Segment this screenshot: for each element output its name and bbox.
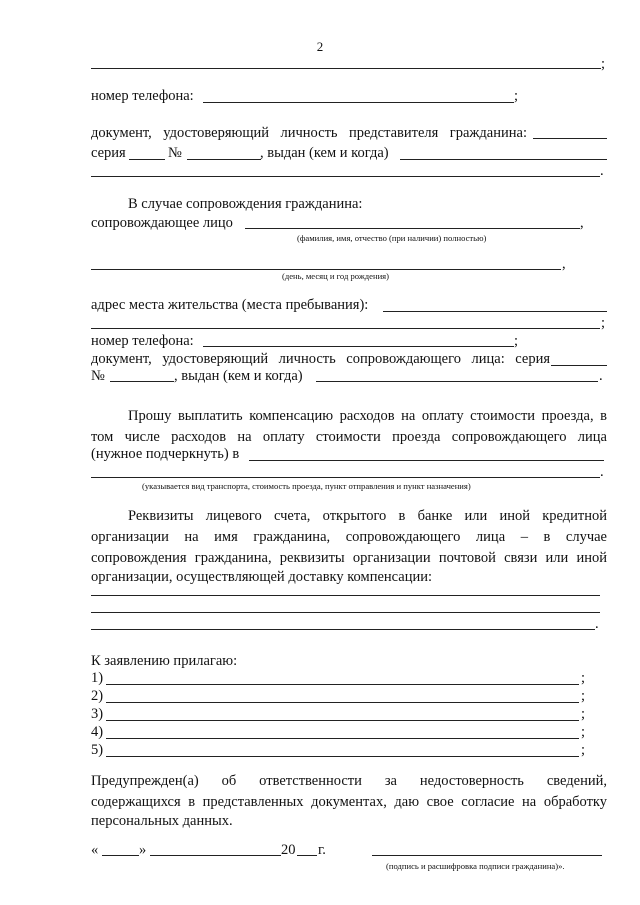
requisites-field-2[interactable] <box>91 612 600 613</box>
warning-line-2: содержащихся в представленных документах, даю свое согласие на обработку <box>91 794 607 810</box>
date-month-field[interactable] <box>150 855 281 856</box>
escort-phone-semicolon: ; <box>514 333 519 349</box>
attachment-semicolon: ; <box>581 688 586 704</box>
escort-name-caption: (фамилия, имя, отчество (при наличии) полностью) <box>297 233 487 243</box>
representative-series-label: серия <box>91 145 126 161</box>
phone-semicolon: ; <box>514 88 519 104</box>
escort-number-sign: № <box>91 368 105 384</box>
warning-line-3: персональных данных. <box>91 813 233 829</box>
address-semicolon: ; <box>601 56 606 72</box>
escort-phone-label: номер телефона: <box>91 333 194 349</box>
date-close-quote: » <box>139 842 147 858</box>
attachment-number: 5) <box>91 742 104 758</box>
attachment-semicolon: ; <box>581 670 586 686</box>
attachment-number: 1) <box>91 670 104 686</box>
escort-issued-label: , выдан (кем и когда) <box>174 368 303 384</box>
requisites-line-1: Реквизиты лицевого счета, открытого в банке или иной кредитной <box>128 508 607 524</box>
requisites-line-3: сопровождения гражданина, реквизиты организации почтовой связи или иной <box>91 550 607 566</box>
representative-period: . <box>600 163 604 179</box>
attachment-semicolon: ; <box>581 724 586 740</box>
representative-series-field[interactable] <box>129 159 165 160</box>
escort-name-comma: , <box>580 215 584 231</box>
request-period: . <box>600 464 604 480</box>
escort-series-field[interactable] <box>551 365 607 366</box>
request-line-3: (нужное подчеркнуть) в <box>91 446 240 462</box>
phone-label: номер телефона: <box>91 88 194 104</box>
escort-person-label: сопровождающее лицо <box>91 215 233 231</box>
escort-address-field-2[interactable] <box>91 328 600 329</box>
requisites-line-4: организации, осуществляющей доставку компенсации: <box>91 569 433 585</box>
attachment-semicolon: ; <box>581 706 586 722</box>
requisites-line-2: организации на имя гражданина, сопровождающего лица – в случае <box>91 529 607 545</box>
requisites-field-1[interactable] <box>91 595 600 596</box>
date-open-quote: « <box>91 842 99 858</box>
representative-issued-field-2[interactable] <box>91 176 600 177</box>
signature-caption: (подпись и расшифровка подписи гражданина)». <box>386 861 565 871</box>
requisites-field-3[interactable] <box>91 629 595 630</box>
attachment-field-3[interactable] <box>106 720 579 721</box>
escort-birth-field[interactable] <box>91 269 561 270</box>
escort-address-field[interactable] <box>383 311 607 312</box>
date-year-prefix: 20 <box>281 842 296 858</box>
representative-doc-label: документ, удостоверяющий личность представителя гражданина: <box>91 125 527 141</box>
representative-number-sign: № <box>168 145 182 161</box>
address-line[interactable] <box>91 68 601 69</box>
requisites-period: . <box>595 616 599 632</box>
representative-issued-field[interactable] <box>400 159 607 160</box>
attachment-field-1[interactable] <box>106 684 579 685</box>
escort-intro: В случае сопровождения гражданина: <box>128 196 363 212</box>
escort-birth-caption: (день, месяц и год рождения) <box>282 271 389 281</box>
escort-period: . <box>599 368 603 384</box>
request-line-2: том числе расходов на оплату стоимости проезда сопровождающего лица <box>91 429 607 445</box>
request-line-1: Прошу выплатить компенсацию расходов на оплату стоимости проезда, в <box>128 408 607 424</box>
escort-phone-field[interactable] <box>203 346 514 347</box>
attachment-semicolon: ; <box>581 742 586 758</box>
attachment-field-2[interactable] <box>106 702 579 703</box>
date-day-field[interactable] <box>102 855 139 856</box>
escort-birth-comma: , <box>562 256 566 272</box>
warning-line-1: Предупрежден(а) об ответственности за недостоверность сведений, <box>91 773 607 789</box>
phone-field[interactable] <box>203 102 514 103</box>
escort-address-label: адрес места жительства (места пребывания): <box>91 297 369 313</box>
attachment-field-4[interactable] <box>106 738 579 739</box>
page-number: 2 <box>316 39 324 54</box>
attachment-number: 2) <box>91 688 104 704</box>
escort-address-semicolon: ; <box>601 315 606 331</box>
escort-number-field[interactable] <box>110 381 174 382</box>
representative-number-field[interactable] <box>187 159 261 160</box>
attachment-number: 3) <box>91 706 104 722</box>
escort-name-field[interactable] <box>245 228 580 229</box>
attachments-heading: К заявлению прилагаю: <box>91 653 238 669</box>
request-transport-field[interactable] <box>249 460 604 461</box>
representative-doc-type-field[interactable] <box>533 138 607 139</box>
escort-issued-field[interactable] <box>316 381 598 382</box>
escort-doc-label: документ, удостоверяющий личность сопровождающего лица: серия <box>91 351 550 367</box>
representative-issued-label: , выдан (кем и когда) <box>260 145 389 161</box>
request-transport-field-2[interactable] <box>91 477 600 478</box>
signature-field[interactable] <box>372 855 602 856</box>
date-year-field[interactable] <box>297 855 317 856</box>
attachment-field-5[interactable] <box>106 756 579 757</box>
date-year-suffix: г. <box>318 842 326 858</box>
attachment-number: 4) <box>91 724 104 740</box>
request-caption: (указывается вид транспорта, стоимость проезда, пункт отправления и пункт назначения) <box>142 481 471 491</box>
